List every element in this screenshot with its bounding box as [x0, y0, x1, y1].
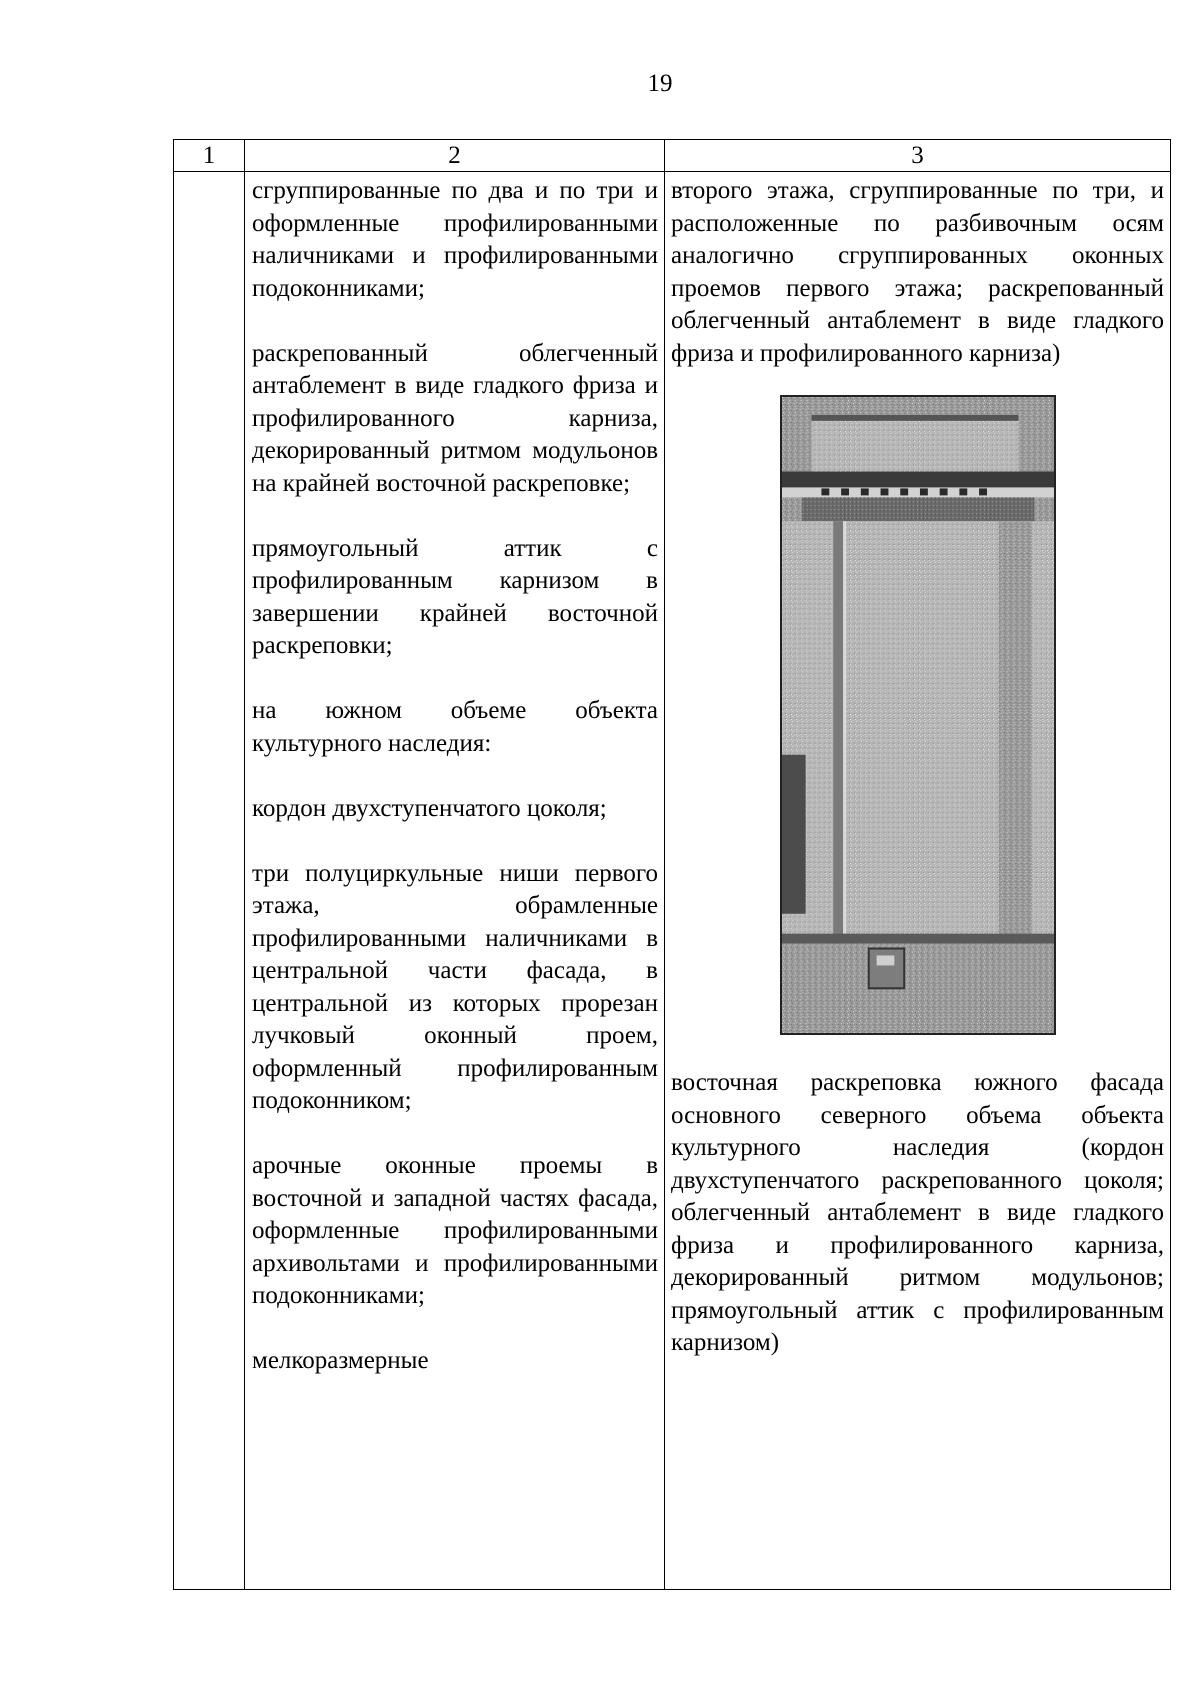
- cell-col-3: [665, 172, 1171, 1590]
- photo-caption: восточная раскреповка южного фасада основного северного объема объекта культурного наследия (кордон двухступенчатого раскрепованного цоколя; облегченный антаблемент в виде гладкого фриза и профилированного карниза, декорированный ритмом модульонов; прямоугольный аттик с профилированным карнизом): [671, 1069, 1164, 1356]
- photo-container: [671, 395, 1164, 1035]
- table-header-row: [174, 140, 1171, 172]
- list-item: арочные оконные проемы в восточной и западной частях фасада, оформленные профилированными архивольтами и профилированными подоконниками;: [252, 1152, 658, 1309]
- photo-description-column: [665, 172, 1170, 1360]
- table-row: [174, 172, 1171, 1590]
- list-item: сгруппированные по два и по три и оформленные профилированными наличниками и профилированными подоконниками;: [252, 177, 658, 302]
- cell-col-1: [174, 172, 245, 1590]
- page-number: 19: [647, 70, 673, 97]
- facade-photo: [780, 395, 1056, 1035]
- list-item: прямоугольный аттик с профилированным карнизом в завершении крайней восточной раскреповки;: [252, 534, 658, 659]
- list-item: мелкоразмерные: [252, 1347, 429, 1374]
- list-item: на южном объеме объекта культурного наследия:: [252, 697, 658, 757]
- protected-elements-list: [245, 172, 664, 1378]
- header-col-3: 3: [665, 140, 1171, 172]
- header-col-2: 2: [245, 140, 665, 172]
- col3-top-text: второго этажа, сгруппированные по три, и расположенные по разбивочным осям аналогично сгруппированных оконных проемов первого этажа; раскрепованный облегченный антаблемент в виде гладкого фриза и профилированного карниза): [671, 177, 1164, 367]
- document-table: [173, 139, 1171, 1590]
- cell-col-2: [245, 172, 665, 1590]
- list-item: три полуциркульные ниши первого этажа, обрамленные профилированными наличниками в центральной части фасада, в центральной из которых прорезан лучковый оконный проем, оформленный профилированным подоконником;: [252, 859, 658, 1114]
- list-item: раскрепованный облегченный антаблемент в виде гладкого фриза и профилированного карниза, декорированный ритмом модульонов на крайней восточной раскреповке;: [252, 339, 658, 497]
- list-item: кордон двухступенчатого цоколя;: [252, 794, 607, 822]
- header-col-1: 1: [174, 140, 245, 172]
